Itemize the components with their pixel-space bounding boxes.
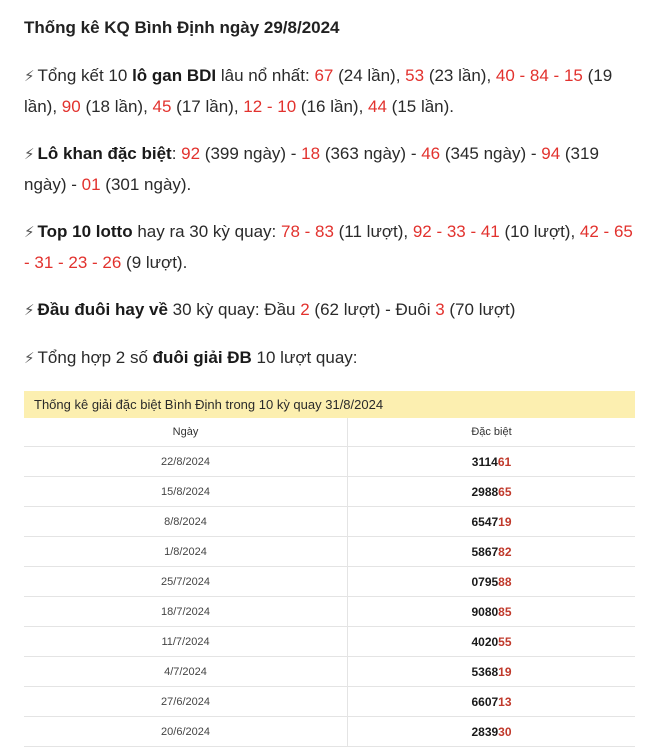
- text: (11 lượt),: [333, 222, 413, 241]
- table-caption: Thống kê giải đặc biệt Bình Định trong 10 kỳ quay 31/8/2024: [24, 391, 635, 418]
- text: (363 ngày) -: [320, 144, 422, 163]
- highlight-number: 12 - 10: [243, 97, 297, 116]
- text: Tổng hợp 2 số: [37, 348, 153, 367]
- prize-cell: [348, 657, 636, 687]
- table-row: [24, 597, 635, 627]
- prize-tail: 82: [498, 544, 512, 559]
- prize-cell: [348, 597, 636, 627]
- prize-tail: 85: [498, 604, 512, 619]
- table-row: [24, 537, 635, 567]
- text: 30 kỳ quay: Đầu: [167, 300, 301, 319]
- date-cell: 11/7/2024: [24, 627, 348, 657]
- highlight-number: 01: [81, 175, 101, 194]
- bold-label: đuôi giải ĐB: [152, 348, 252, 367]
- highlight-number: 2: [300, 300, 310, 319]
- highlight-number: 45: [152, 97, 172, 116]
- prize-head: 2988: [471, 484, 499, 499]
- lightning-icon: ⚡︎: [24, 302, 35, 319]
- text: :: [171, 144, 182, 163]
- text: (15 lần).: [386, 97, 455, 116]
- text: (319 ngày) -: [24, 144, 599, 194]
- table-row: [24, 477, 635, 507]
- highlight-number: 3: [435, 300, 445, 319]
- prize-head: 6547: [471, 514, 499, 529]
- tong-hop-paragraph: [24, 343, 636, 374]
- lightning-icon: ⚡︎: [24, 68, 35, 85]
- text: Tổng kết 10: [37, 66, 133, 85]
- text: (23 lần),: [424, 66, 496, 85]
- date-cell: 18/7/2024: [24, 597, 348, 627]
- text: (70 lượt): [444, 300, 516, 319]
- date-cell: 22/8/2024: [24, 447, 348, 477]
- text: (301 ngày).: [100, 175, 192, 194]
- highlight-number: 53: [405, 66, 425, 85]
- prize-tail: 61: [497, 454, 512, 469]
- bold-label: Top 10 lotto: [37, 222, 133, 241]
- text: (9 lượt).: [121, 253, 188, 272]
- text: 10 lượt quay:: [251, 348, 358, 367]
- date-cell: 15/8/2024: [24, 477, 348, 507]
- prize-head: 2839: [471, 724, 499, 739]
- date-cell: 1/8/2024: [24, 537, 348, 567]
- date-cell: 20/6/2024: [24, 717, 348, 747]
- prize-cell: [348, 477, 636, 507]
- special-prize-table: [24, 391, 635, 747]
- prize-cell: [348, 687, 636, 717]
- text: (16 lần),: [296, 97, 369, 116]
- prize-head: 5867: [471, 544, 499, 559]
- bold-label: Lô khan đặc biệt: [37, 144, 172, 163]
- lo-khan-paragraph: [24, 139, 636, 200]
- table-row: [24, 717, 635, 747]
- column-header-special: Đặc biệt: [348, 418, 636, 447]
- highlight-number: 94: [541, 144, 561, 163]
- table-header-row: [24, 418, 635, 447]
- text: (345 ngày) -: [440, 144, 542, 163]
- table-row: [24, 627, 635, 657]
- date-cell: 27/6/2024: [24, 687, 348, 717]
- date-cell: 25/7/2024: [24, 567, 348, 597]
- prize-tail: 30: [498, 724, 512, 739]
- prize-tail: 19: [498, 664, 512, 679]
- lo-gan-paragraph: [24, 61, 636, 122]
- table-row: [24, 567, 635, 597]
- prize-head: 6607: [471, 694, 499, 709]
- lightning-icon: ⚡︎: [24, 350, 35, 367]
- text: lâu nổ nhất:: [216, 66, 315, 85]
- table-row: [24, 447, 635, 477]
- text: (399 ngày) -: [200, 144, 302, 163]
- text: (18 lần),: [80, 97, 153, 116]
- highlight-number: 40 - 84 - 15: [495, 66, 583, 85]
- prize-tail: 19: [498, 514, 512, 529]
- prize-cell: [348, 447, 636, 477]
- highlight-number: 46: [421, 144, 441, 163]
- page-title: Thống kê KQ Bình Định ngày 29/8/2024: [24, 18, 340, 37]
- prize-cell: [348, 717, 636, 747]
- prize-cell: [348, 567, 636, 597]
- prize-tail: 13: [498, 694, 512, 709]
- prize-head: 4020: [471, 634, 499, 649]
- table-row: [24, 657, 635, 687]
- top-lotto-paragraph: [24, 217, 636, 278]
- highlight-number: 42 - 65 - 31 - 23 - 26: [24, 222, 633, 272]
- text: (19 lần),: [24, 66, 613, 116]
- prize-tail: 65: [498, 484, 512, 499]
- lightning-icon: ⚡︎: [24, 224, 35, 241]
- bold-label: lô gan BDI: [132, 66, 217, 85]
- prize-cell: [348, 507, 636, 537]
- prize-head: 0795: [471, 574, 499, 589]
- text: (24 lần),: [333, 66, 406, 85]
- results-table: [24, 418, 635, 747]
- highlight-number: 90: [61, 97, 81, 116]
- highlight-number: 92: [181, 144, 201, 163]
- prize-tail: 88: [498, 574, 512, 589]
- prize-head: 9080: [471, 604, 499, 619]
- text: (10 lượt),: [499, 222, 580, 241]
- column-header-date: Ngày: [24, 418, 348, 447]
- prize-cell: [348, 537, 636, 567]
- lightning-icon: ⚡︎: [24, 146, 35, 163]
- table-row: [24, 507, 635, 537]
- date-cell: 8/8/2024: [24, 507, 348, 537]
- highlight-number: 44: [368, 97, 387, 116]
- text: (17 lần),: [171, 97, 244, 116]
- highlight-number: 18: [301, 144, 321, 163]
- text: hay ra 30 kỳ quay:: [132, 222, 281, 241]
- prize-cell: [348, 627, 636, 657]
- highlight-number: 67: [314, 66, 334, 85]
- bold-label: Đầu đuôi hay về: [37, 300, 168, 319]
- highlight-number: 92 - 33 - 41: [412, 222, 500, 241]
- highlight-number: 78 - 83: [280, 222, 334, 241]
- dau-duoi-paragraph: [24, 295, 636, 326]
- prize-head: 5368: [471, 664, 499, 679]
- text: (62 lượt) - Đuôi: [309, 300, 436, 319]
- date-cell: 4/7/2024: [24, 657, 348, 687]
- prize-head: 3114: [471, 454, 498, 469]
- prize-tail: 55: [498, 634, 512, 649]
- table-row: [24, 687, 635, 717]
